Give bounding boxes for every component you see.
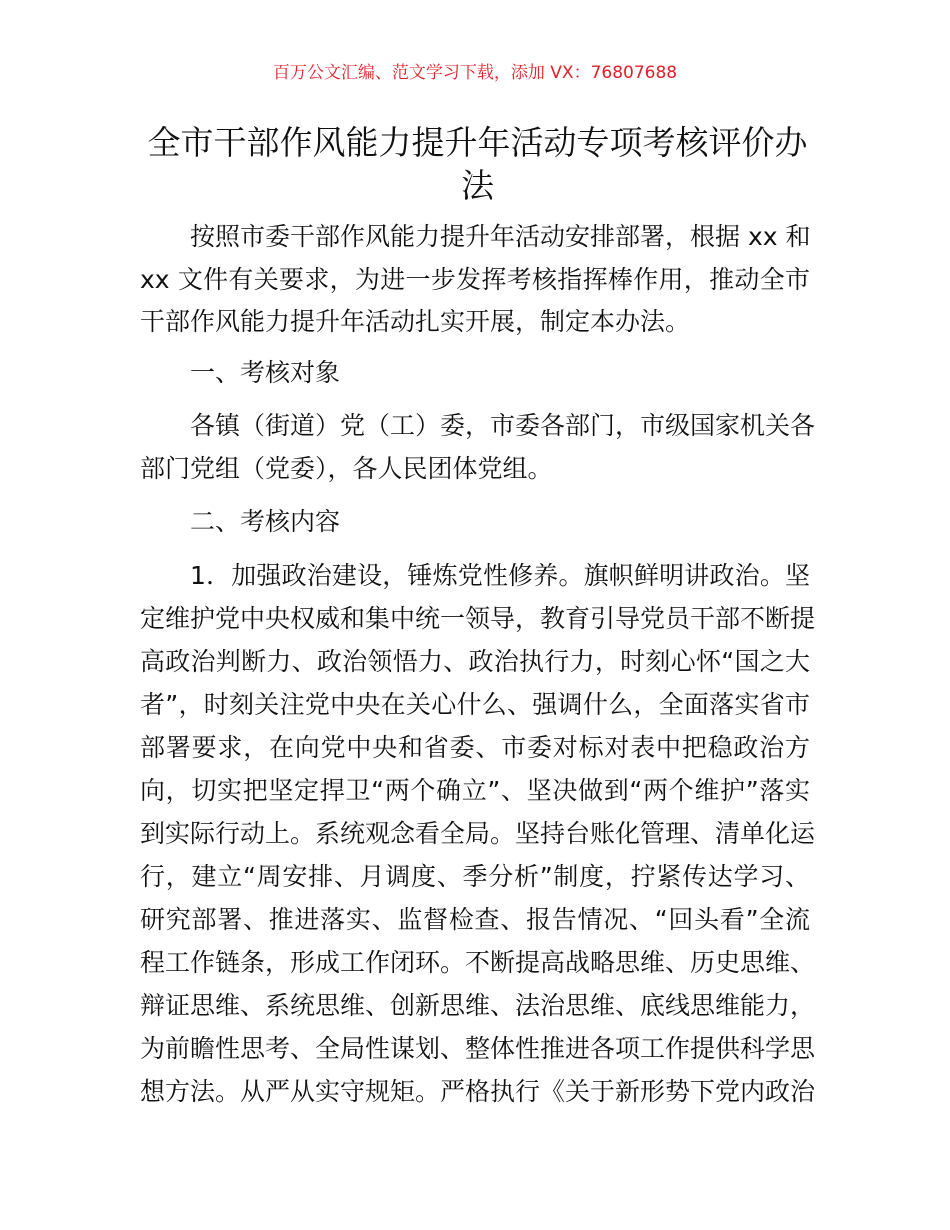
paragraph-line: 研究部署、推进落实、监督检查、报告情况、“回头看”全流 bbox=[140, 905, 810, 934]
paragraph-line: 为前瞻性思考、全局性谋划、整体性推进各项工作提供科学思 bbox=[140, 1034, 816, 1063]
paragraph-line: 干部作风能力提升年活动扎实开展，制定本办法。 bbox=[140, 307, 691, 336]
paragraph-line: 按照市委干部作风能力提升年活动安排部署，根据 xx 和 bbox=[190, 222, 811, 251]
paragraph-line: 想方法。从严从实守规矩。严格执行《关于新形势下党内政治 bbox=[140, 1077, 816, 1106]
paragraph-line: 者”，时刻关注党中央在关心什么、强调什么，全面落实省市 bbox=[140, 690, 810, 719]
paragraph-line: 行，建立“周安排、月调度、季分析”制度，拧紧传达学习、 bbox=[140, 862, 810, 891]
paragraph-line: 向，切实把坚定捍卫“两个确立”、坚决做到“两个维护”落实 bbox=[140, 776, 810, 805]
paragraph-line: 各镇（街道）党（工）委，市委各部门，市级国家机关各 bbox=[190, 411, 816, 440]
section-heading: 一、考核对象 bbox=[190, 358, 341, 387]
paragraph-line: 部门党组（党委），各人民团体党组。 bbox=[140, 454, 553, 483]
section-heading: 二、考核内容 bbox=[190, 507, 341, 536]
paragraph-line: 部署要求，在向党中央和省委、市委对标对表中把稳政治方 bbox=[140, 733, 810, 762]
document-title-line-2: 法 bbox=[461, 166, 494, 205]
paragraph-line: xx 文件有关要求，为进一步发挥考核指挥棒作用，推动全市 bbox=[140, 265, 810, 294]
paragraph-line: 1．加强政治建设，锤炼党性修养。旗帜鲜明讲政治。坚 bbox=[190, 561, 810, 590]
document-title-line-1: 全市干部作风能力提升年活动专项考核评价办 bbox=[147, 123, 808, 162]
paragraph-line: 定维护党中央权威和集中统一领导，教育引导党员干部不断提 bbox=[140, 604, 816, 633]
watermark-text: 百万公文汇编、范文学习下载，添加 VX：76807688 bbox=[272, 63, 678, 83]
paragraph-line: 高政治判断力、政治领悟力、政治执行力，时刻心怀“国之大 bbox=[140, 647, 810, 676]
paragraph-line: 辩证思维、系统思维、创新思维、法治思维、底线思维能力， bbox=[140, 991, 816, 1020]
paragraph-line: 程工作链条，形成工作闭环。不断提高战略思维、历史思维、 bbox=[140, 948, 816, 977]
paragraph-line: 到实际行动上。系统观念看全局。坚持台账化管理、清单化运 bbox=[140, 819, 816, 848]
